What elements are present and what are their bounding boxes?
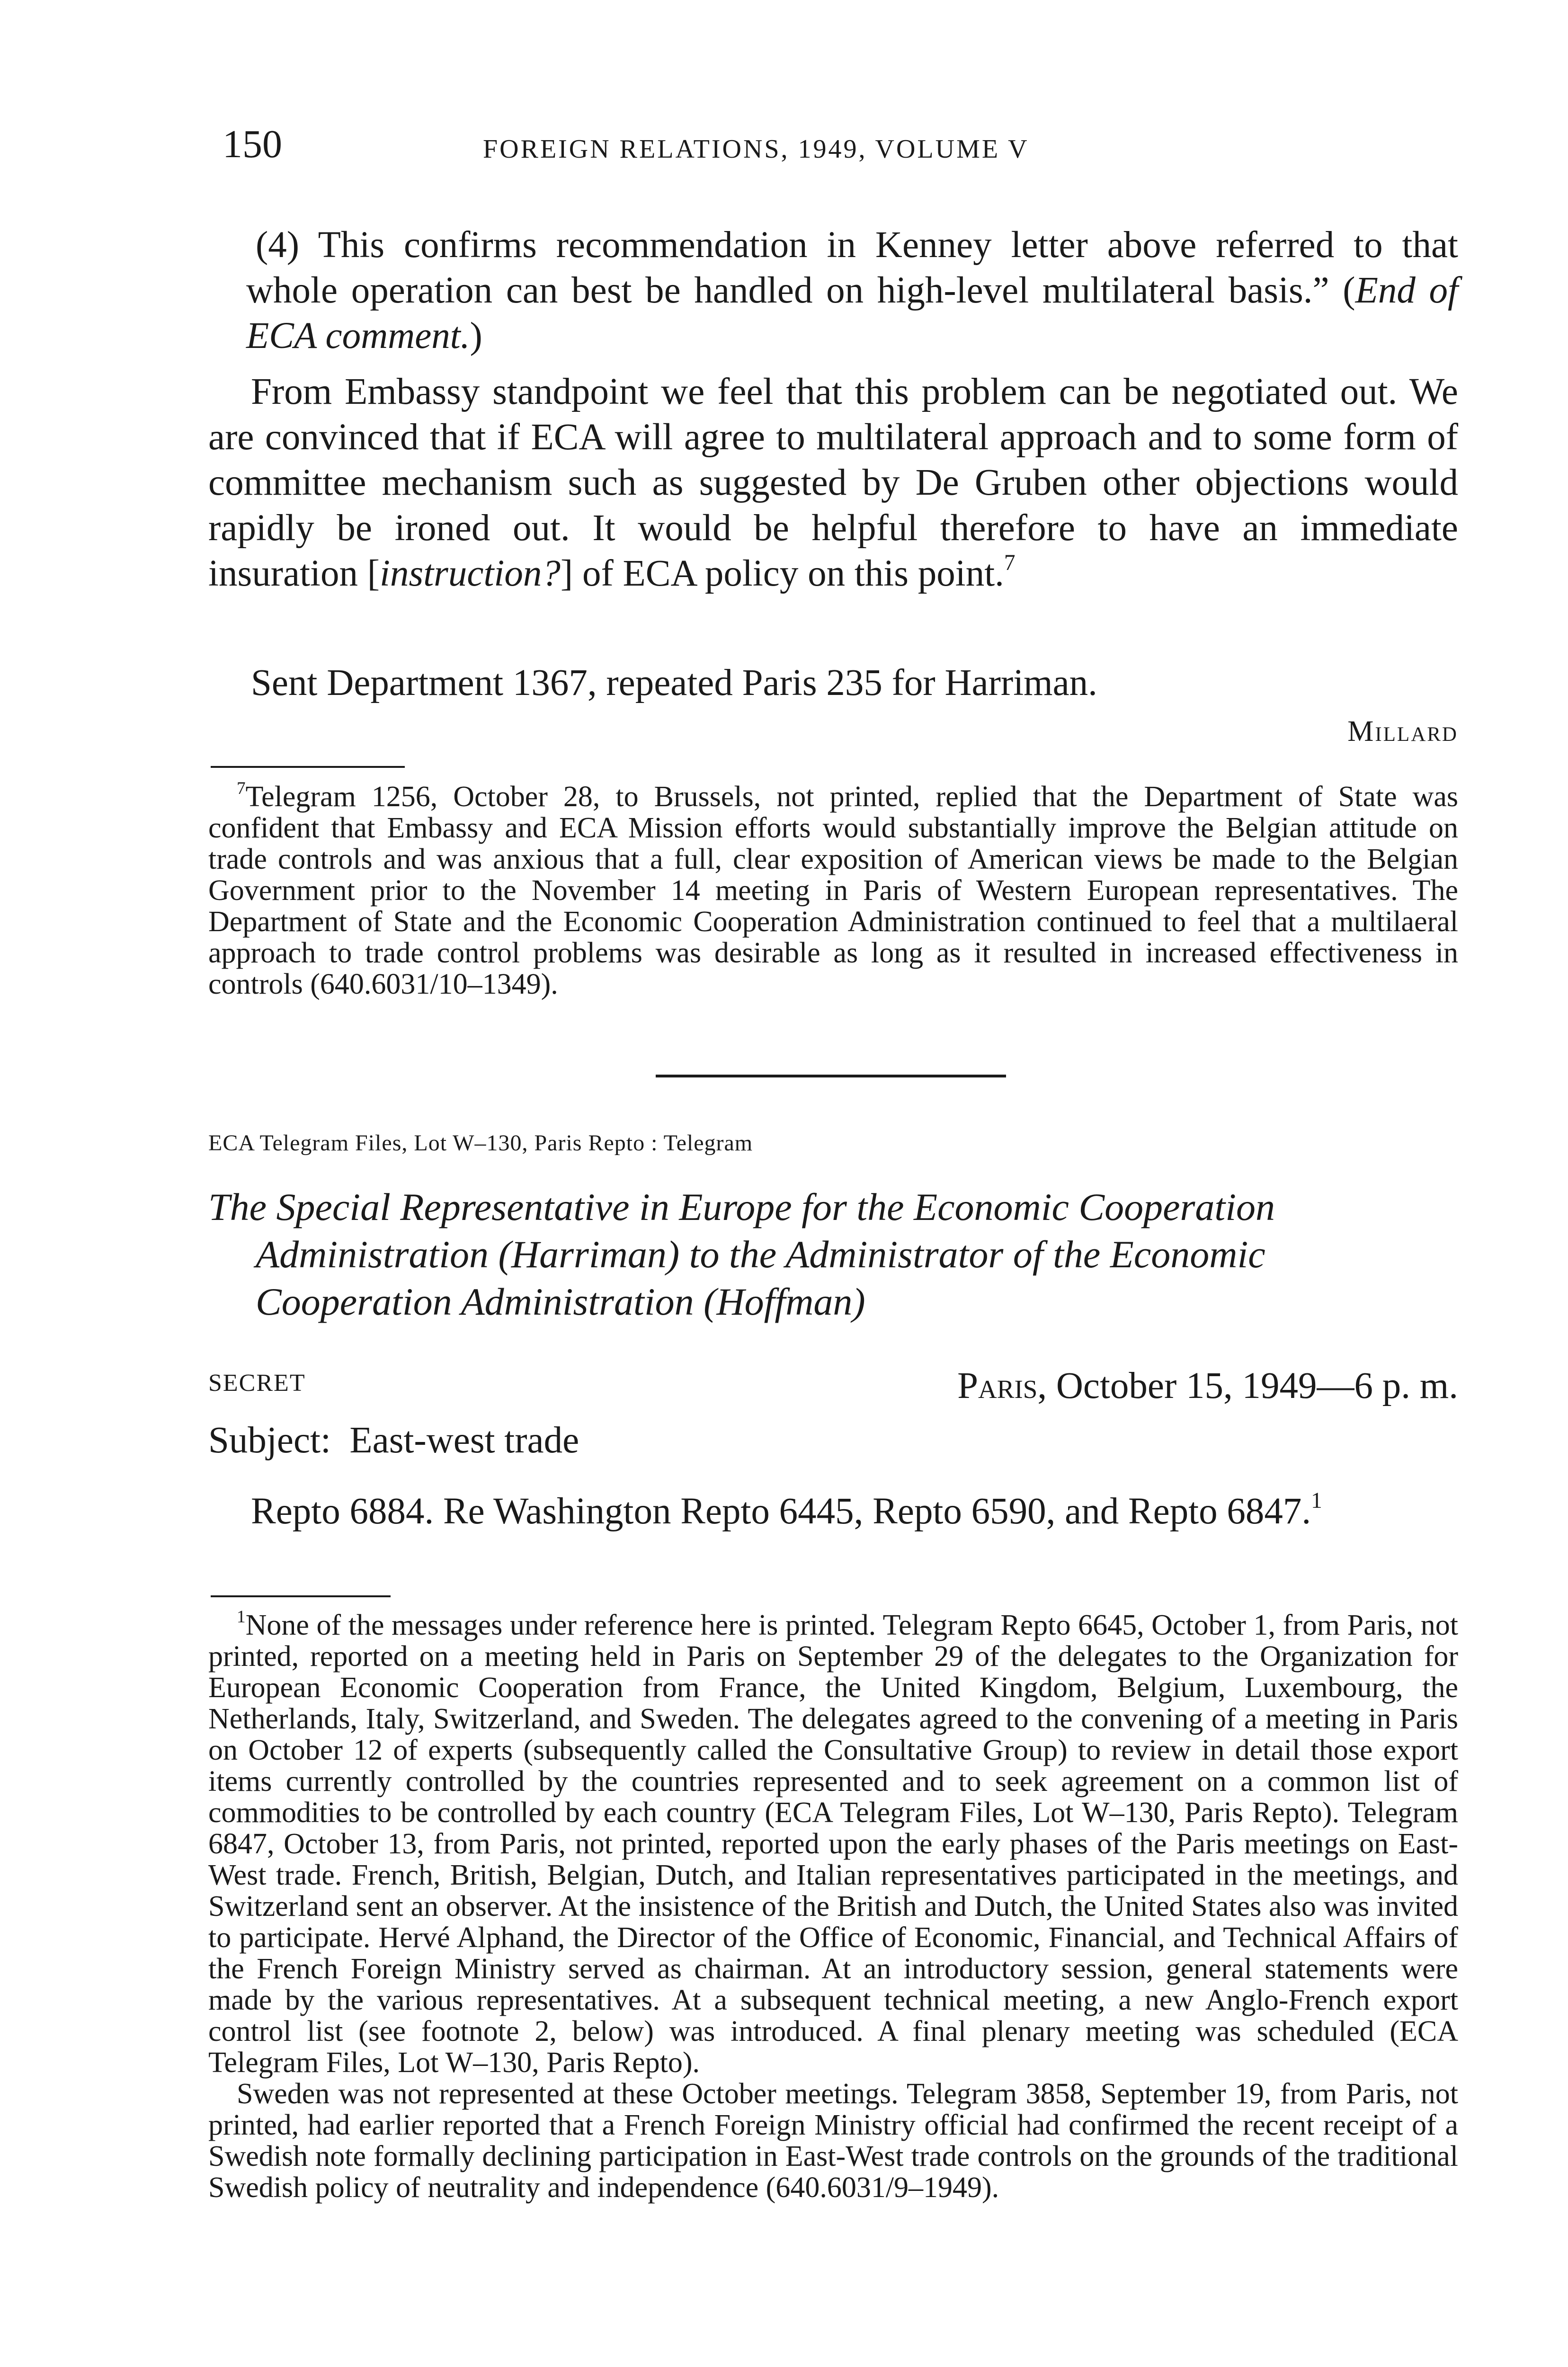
quote-block [208, 222, 1458, 359]
bracket-correction: instruction? [380, 553, 561, 594]
quote-paragraph: (4) This confirms recommendation in Kenney letter above referred to that whole operation can best be handled on high-level multilateral basis.” (End of ECA comment.) [246, 224, 1458, 356]
footnote-7: $^7$Telegram 1256, October 28, to Brussels, not printed, replied that the Department of State was confident that Embassy and ECA Mission efforts would substantially improve the Belgian attitude on trade controls and was anxious that a full, clear exposition of American views be made to the Belgian Government prior to the November 14 meeting in Paris of Western European representatives. The Department of State and the Economic Cooperation Administration continued to feel that a multilaeral approach to trade control problems was desirable as long as it resulted in increased effectiveness in controls (640.6031/10–1349). [208, 778, 1458, 1000]
body-paragraph-2: Sent Department 1367, repeated Paris 235 for Harriman. [251, 662, 1097, 703]
dateline-date: October 15, 1949—6 p. m. [1056, 1365, 1458, 1406]
running-head: FOREIGN RELATIONS, 1949, VOLUME V [483, 134, 1029, 164]
footnote-1: $^1$None of the messages under reference here is printed. Telegram Repto 6645, October 1, from Paris, not printed, reported on a meeting held in Paris on September 29 of the delegates to the Organization for European Economic Cooperation from France, the United Kingdom, Belgium, Luxembourg, the Netherlands, Italy, Switzerland, and Sweden. The delegates agreed to the convening of a meeting in Paris on October 12 of experts (subsequently called the Consultative Group) to review in detail those export items currently controlled by the countries represented and to seek agreement on a common list of commodities to be controlled by each country (ECA Telegram Files, Lot W–130, Paris Repto). Telegram 6847, October 13, from Paris, not printed, reported upon the early phases of the Paris meetings on East-West trade. French, British, Belgian, Dutch, and Italian representatives participated in the meetings, and Switzerland sent an observer. At the insistence of the British and Dutch, the United States also was invited to participate. Hervé Alphand, the Director of the Office of Economic, Financial, and Technical Affairs of the French Foreign Ministry served as chairman. At an introductory session, general statements were made by the various representatives. At a subsequent technical meeting, a new Anglo-French export control list (see footnote 2, below) was introduced. A final plenary meeting was scheduled (ECA Telegram Files, Lot W–130, Paris Repto). Sweden was not represented at these October meetings. Telegram 3858, September 19, from Paris, not printed, had earlier reported that a French Foreign Ministry official had confirmed the recent receipt of a Swedish note formally declining participation in East-West trade controls on the grounds of the traditional Swedish policy of neutrality and independence (640.6031/9–1949). [208, 1607, 1458, 2204]
footnote-ref-7: 7 [1004, 550, 1016, 575]
end-comment: End of ECA comment. [246, 270, 1458, 356]
signature: Millard [1347, 715, 1458, 747]
subject-label: Subject: [208, 1420, 331, 1461]
footnote-divider [211, 766, 405, 768]
document-title [208, 1184, 1458, 1326]
page-number: 150 [223, 122, 282, 166]
doc-title-line-2: Administration (Harriman) to the Administrator of the Economic [256, 1233, 1265, 1276]
footnote-1-para-2: Sweden was not represented at these October meetings. Telegram 3858, September 19, from Paris, not printed, had earlier reported that a French Foreign Ministry official had confirmed the recent receipt of a Swedish note formally declining participation in East-West trade controls on the grounds of the traditional Swedish policy of neutrality and independence (640.6031/9–1949). [208, 2078, 1458, 2204]
doc-title-line-3: Cooperation Administration (Hoffman) [256, 1280, 865, 1323]
body-paragraph-1: From Embassy standpoint we feel that this problem can be negotiated out. We are convinced that if ECA will agree to multilateral approach and to some form of committee mechanism such as suggested by De Gruben other objections would rapidly be ironed out. It would be helpful therefore to have an immediate insuration [instruction?] of ECA policy on this point.$^7$ [208, 371, 1458, 594]
page-header [208, 121, 1458, 173]
body-paragraph-3: Repto 6884. Re Washington Repto 6445, Repto 6590, and Repto 6847.$^1$ [251, 1488, 1322, 1532]
footnote-divider-2 [211, 1595, 391, 1597]
subject-value: East-west trade [349, 1420, 579, 1461]
dateline [957, 1363, 1458, 1409]
footnote-ref-1: 1 [1311, 1488, 1322, 1513]
footnote-marker-1: 1 [237, 1607, 246, 1627]
section-divider [656, 1075, 1006, 1077]
dateline-place: Paris, [957, 1365, 1047, 1406]
signature-block [208, 715, 1458, 748]
footnote-marker-7: 7 [237, 778, 246, 798]
classification-dateline [208, 1363, 1458, 1411]
classification: SECRET [208, 1370, 306, 1397]
source-note: ECA Telegram Files, Lot W–130, Paris Repto : Telegram [208, 1130, 753, 1156]
doc-title-line-1: The Special Representative in Europe for the Economic Cooperation [208, 1185, 1275, 1228]
subject-line [208, 1418, 1458, 1463]
